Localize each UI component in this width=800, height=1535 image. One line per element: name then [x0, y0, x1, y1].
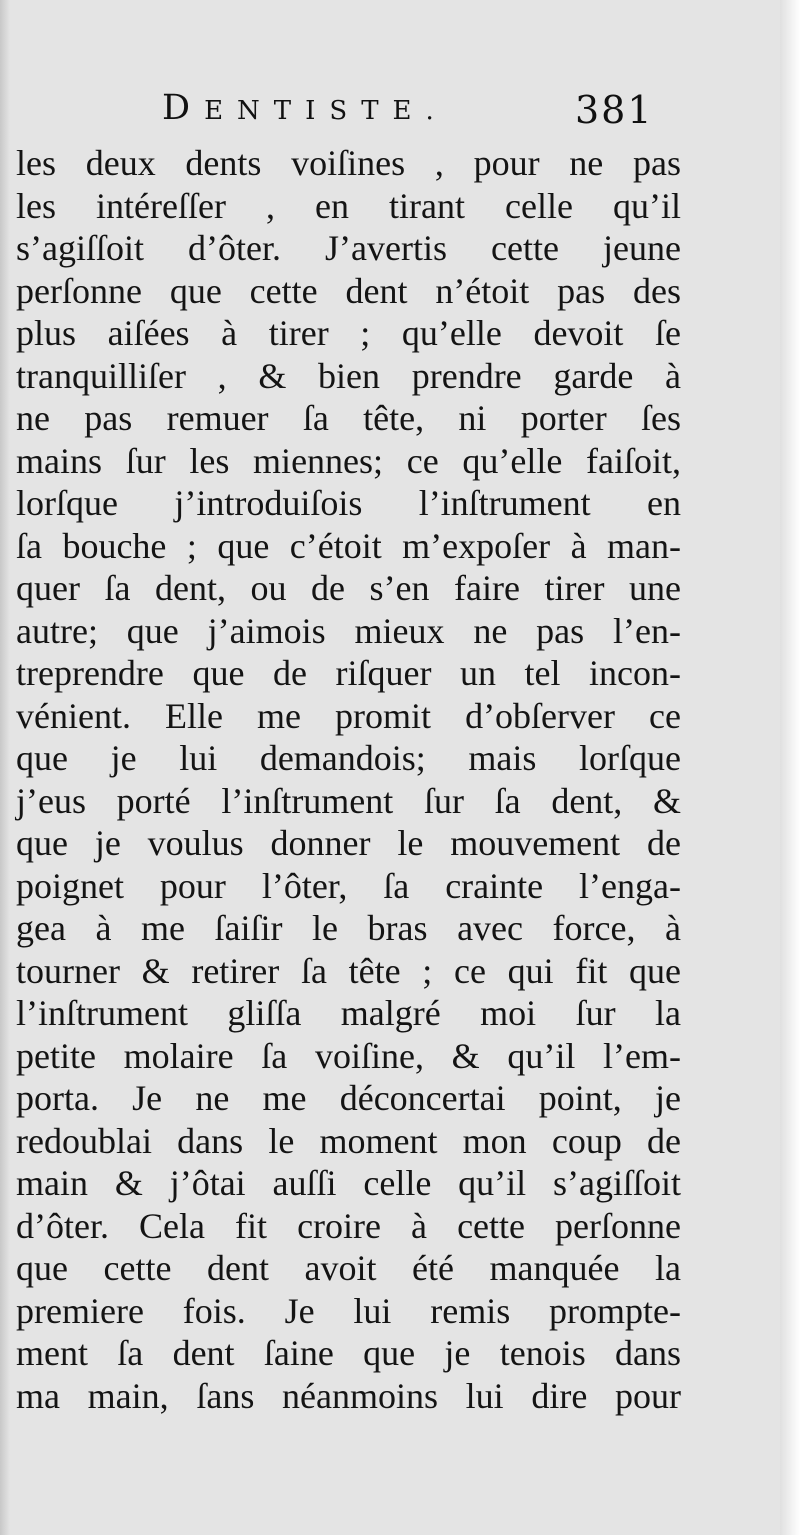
page-number: 381: [575, 88, 654, 132]
text-line: porta. Je ne me déconcertai point, je: [16, 1078, 681, 1118]
text-line: les intéreſſer , en tirant celle qu’il: [16, 185, 681, 226]
text-line: ſa bouche ; que c’étoit m’expoſer à man-: [16, 525, 681, 566]
text-line: que je lui demandois; mais lorſque: [16, 738, 681, 778]
page-gutter-shadow: [0, 0, 10, 1535]
text-line: mains ſur les miennes; ce qu’elle faiſoit,: [16, 440, 681, 481]
running-head: [0, 88, 800, 148]
text-line: gea à me ſaiſir le bras avec force, à: [16, 908, 681, 948]
text-line: d’ôter. Cela fit croire à cette perſonne: [16, 1205, 681, 1246]
text-line: j’eus porté l’inſtrument ſur ſa dent, &: [16, 780, 681, 821]
text-line: plus aiſées à tirer ; qu’elle devoit ſe: [16, 313, 681, 353]
text-line: que je voulus donner le mouvement de: [16, 823, 681, 863]
text-line: vénient. Elle me promit d’obſerver ce: [16, 695, 681, 736]
page-edge: [780, 0, 800, 1535]
text-line: quer ſa dent, ou de s’en faire tirer une: [16, 568, 681, 608]
text-line: premiere fois. Je lui remis prompte-: [16, 1290, 681, 1331]
text-line: autre; que j’aimois mieux ne pas l’en-: [16, 610, 681, 651]
text-line: redoublai dans le moment mon coup de: [16, 1120, 681, 1161]
text-line: les deux dents voiſines , pour ne pas: [16, 143, 681, 183]
text-line: poignet pour l’ôter, ſa crainte l’enga-: [16, 865, 681, 906]
body-text: [16, 142, 681, 1417]
text-line: main & j’ôtai auſſi celle qu’il s’agiſſoit: [16, 1163, 681, 1203]
text-line: s’agiſſoit d’ôter. J’avertis cette jeune: [16, 228, 681, 268]
text-line: ment ſa dent ſaine que je tenois dans: [16, 1333, 681, 1373]
text-line: ma main, ſans néanmoins lui dire pour: [16, 1375, 681, 1416]
text-line: perſonne que cette dent n’étoit pas des: [16, 270, 681, 311]
text-line: petite molaire ſa voiſine, & qu’il l’em-: [16, 1035, 681, 1076]
text-line: l’inſtrument gliſſa malgré moi ſur la: [16, 993, 681, 1033]
running-head-title: DENTISTE.: [162, 88, 448, 128]
text-line: que cette dent avoit été manquée la: [16, 1248, 681, 1288]
text-line: ne pas remuer ſa tête, ni porter ſes: [16, 398, 681, 438]
text-line: lorſque j’introduiſois l’inſtrument en: [16, 483, 681, 523]
text-line: tranquilliſer , & bien prendre garde à: [16, 355, 681, 396]
text-line: tourner & retirer ſa tête ; ce qui fit que: [16, 950, 681, 991]
text-line: treprendre que de riſquer un tel incon-: [16, 653, 681, 693]
